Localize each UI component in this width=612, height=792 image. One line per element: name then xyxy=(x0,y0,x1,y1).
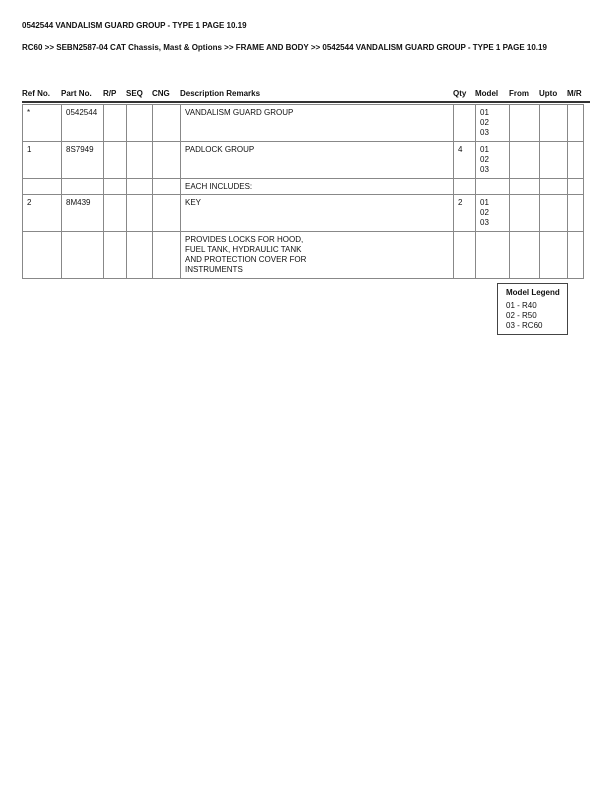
model-code: 01 xyxy=(480,145,489,154)
cng-cell xyxy=(153,232,181,279)
mr-cell xyxy=(568,179,584,195)
rp-cell xyxy=(104,142,127,179)
cng-cell xyxy=(153,142,181,179)
ref-cell: 1 xyxy=(23,142,62,179)
part-number-cell: 8M439 xyxy=(62,195,104,232)
from-cell xyxy=(510,195,540,232)
upto-cell xyxy=(540,195,568,232)
model-code: 02 xyxy=(480,208,489,217)
seq-cell xyxy=(127,179,153,195)
model-code: 03 xyxy=(480,165,489,174)
model-code: 02 xyxy=(480,155,489,164)
column-header-description: Description Remarks xyxy=(180,89,261,98)
table-row xyxy=(23,142,584,179)
mr-cell xyxy=(568,232,584,279)
column-header-model: Model xyxy=(475,89,499,98)
ref-cell xyxy=(23,232,62,279)
model-legend-item: 03 - RC60 xyxy=(506,321,543,330)
column-header-mr: M/R xyxy=(567,89,582,98)
from-cell xyxy=(510,179,540,195)
parts-table xyxy=(22,104,584,279)
from-cell xyxy=(510,142,540,179)
model-legend-item: 02 - R50 xyxy=(506,311,537,320)
model-code: 03 xyxy=(480,218,489,227)
qty-cell xyxy=(454,232,476,279)
upto-cell xyxy=(540,232,568,279)
model-code: 03 xyxy=(480,128,489,137)
description-cell: PADLOCK GROUP xyxy=(181,142,454,179)
seq-cell xyxy=(127,105,153,142)
description-line: INSTRUMENTS xyxy=(185,265,243,274)
column-header-from: From xyxy=(509,89,529,98)
table-row xyxy=(23,232,584,279)
table-row xyxy=(23,195,584,232)
description-line: PROVIDES LOCKS FOR HOOD, xyxy=(185,235,304,244)
from-cell xyxy=(510,105,540,142)
rp-cell xyxy=(104,232,127,279)
seq-cell xyxy=(127,195,153,232)
column-header-ref: Ref No. xyxy=(22,89,50,98)
qty-cell: 2 xyxy=(454,195,476,232)
ref-cell: 2 xyxy=(23,195,62,232)
model-cell xyxy=(476,179,510,195)
seq-cell xyxy=(127,142,153,179)
column-header-qty: Qty xyxy=(453,89,467,98)
part-number-cell: 0542544 xyxy=(62,105,104,142)
upto-cell xyxy=(540,142,568,179)
part-number-cell: 8S7949 xyxy=(62,142,104,179)
upto-cell xyxy=(540,105,568,142)
table-row xyxy=(23,179,584,195)
description-line: AND PROTECTION COVER FOR xyxy=(185,255,307,264)
qty-cell xyxy=(454,105,476,142)
mr-cell xyxy=(568,105,584,142)
upto-cell xyxy=(540,179,568,195)
model-legend xyxy=(497,283,568,335)
description-cell: VANDALISM GUARD GROUP xyxy=(181,105,454,142)
cng-cell xyxy=(153,179,181,195)
seq-cell xyxy=(127,232,153,279)
model-code: 01 xyxy=(480,108,489,117)
description-cell xyxy=(181,232,454,279)
ref-cell: * xyxy=(23,105,62,142)
rp-cell xyxy=(104,195,127,232)
model-cell xyxy=(476,105,510,142)
rp-cell xyxy=(104,105,127,142)
part-number-cell xyxy=(62,232,104,279)
column-header-rp: R/P xyxy=(103,89,117,98)
model-cell xyxy=(476,142,510,179)
column-header-cng: CNG xyxy=(152,89,170,98)
column-header-part: Part No. xyxy=(61,89,92,98)
description-line: FUEL TANK, HYDRAULIC TANK xyxy=(185,245,302,254)
cng-cell xyxy=(153,195,181,232)
table-row xyxy=(23,105,584,142)
qty-cell: 4 xyxy=(454,142,476,179)
from-cell xyxy=(510,232,540,279)
description-cell: KEY xyxy=(181,195,454,232)
column-header-seq: SEQ xyxy=(126,89,143,98)
breadcrumb: RC60 >> SEBN2587-04 CAT Chassis, Mast & Options >> FRAME AND BODY >> 0542544 VANDALISM GUARD GROUP - TYPE 1 PAGE 10.19 xyxy=(22,43,547,52)
model-legend-item: 01 - R40 xyxy=(506,301,537,310)
part-number-cell xyxy=(62,179,104,195)
ref-cell xyxy=(23,179,62,195)
model-cell xyxy=(476,232,510,279)
header-divider xyxy=(22,101,590,103)
model-code: 01 xyxy=(480,198,489,207)
mr-cell xyxy=(568,142,584,179)
model-cell xyxy=(476,195,510,232)
page-title: 0542544 VANDALISM GUARD GROUP - TYPE 1 PAGE 10.19 xyxy=(22,21,247,30)
model-code: 02 xyxy=(480,118,489,127)
model-legend-title: Model Legend xyxy=(506,288,560,297)
column-header-upto: Upto xyxy=(539,89,558,98)
rp-cell xyxy=(104,179,127,195)
description-cell: EACH INCLUDES: xyxy=(181,179,454,195)
cng-cell xyxy=(153,105,181,142)
qty-cell xyxy=(454,179,476,195)
mr-cell xyxy=(568,195,584,232)
